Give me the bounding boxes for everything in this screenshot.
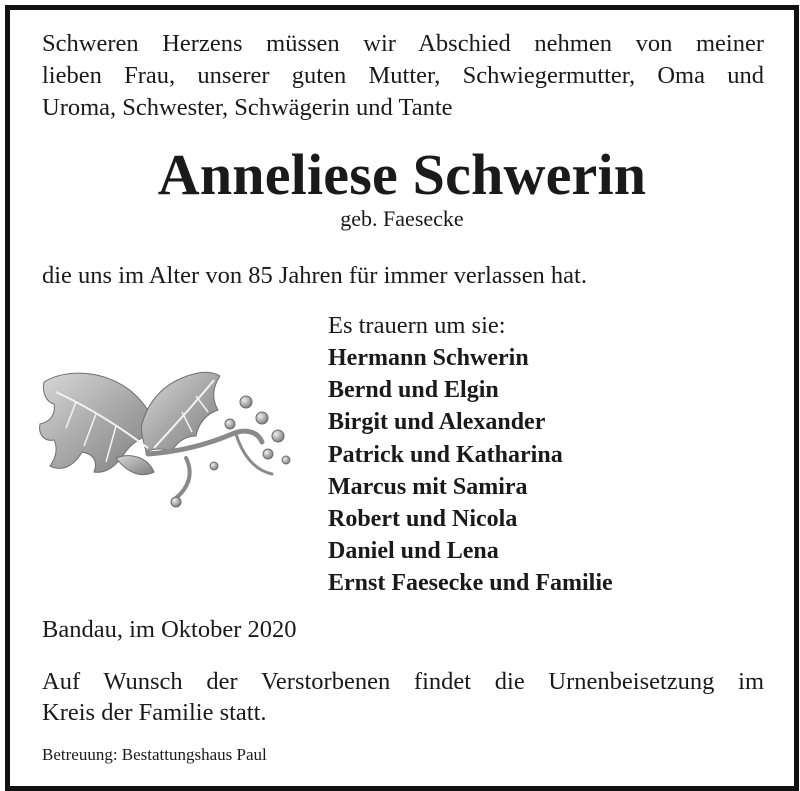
maiden-name: geb. Faesecke: [340, 206, 464, 231]
intro-text: [42, 28, 764, 124]
age-line: die uns im Alter von 85 Jahren für immer verlassen hat.: [42, 262, 587, 289]
deceased-name: Anneliese Schwerin: [157, 142, 647, 207]
intro-line-2: lieben Frau, unserer guten Mutter, Schwiegermutter, Oma und: [42, 62, 764, 89]
mourner-name: Marcus mit Samira: [328, 473, 528, 500]
wish-line-1: Auf Wunsch der Verstorbenen findet die Urnenbeisetzung im: [42, 668, 764, 695]
mourner-name: Patrick und Katharina: [328, 441, 563, 468]
burial-wish: [42, 666, 764, 728]
mourners-heading: Es trauern um sie:: [328, 312, 506, 339]
obituary-notice: [5, 5, 799, 791]
wish-line-2: Kreis der Familie statt.: [42, 699, 267, 726]
mourner-name: Daniel und Lena: [328, 538, 499, 565]
mourner-name: Hermann Schwerin: [328, 345, 529, 371]
vine-leaf-berries-icon: [36, 362, 296, 512]
mourners-list: [328, 342, 613, 600]
intro-line-3: Uroma, Schwester, Schwägerin und Tante: [42, 94, 453, 121]
mourner-name: Ernst Faesecke und Familie: [328, 570, 613, 597]
mourner-name: Bernd und Elgin: [328, 377, 499, 404]
mourner-name: Birgit und Alexander: [328, 409, 546, 436]
funeral-home: Betreuung: Bestattungshaus Paul: [42, 745, 267, 764]
mourner-name: Robert und Nicola: [328, 506, 518, 533]
place-date: Bandau, im Oktober 2020: [42, 616, 297, 643]
intro-line-1: Schweren Herzens müssen wir Abschied nehmen von meiner: [42, 30, 764, 57]
